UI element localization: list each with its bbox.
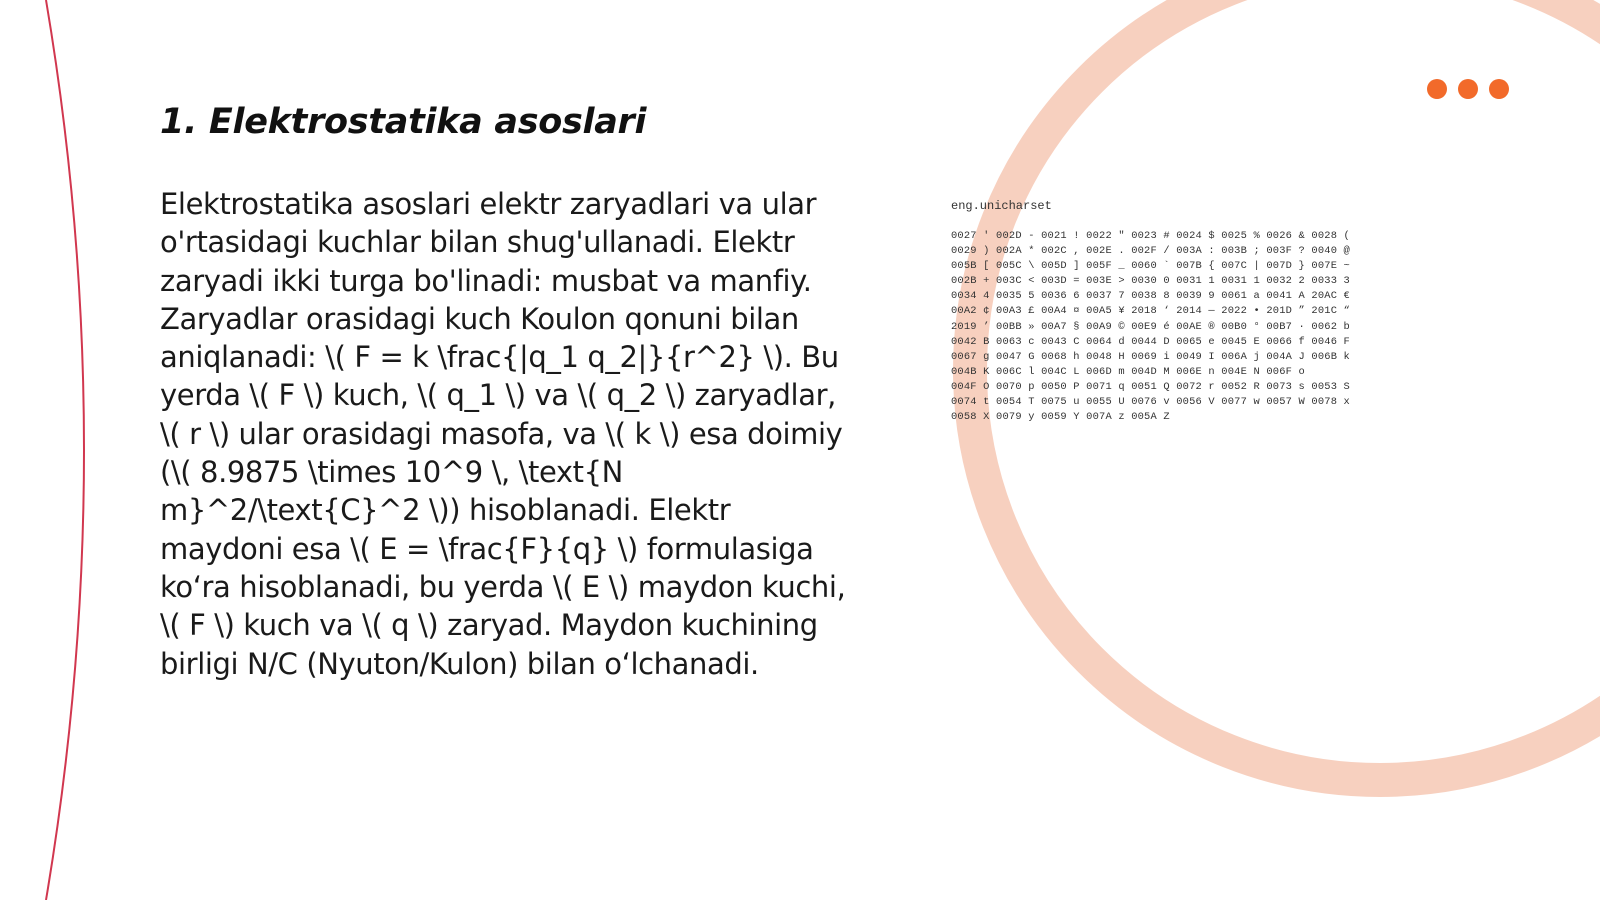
charset-row: 00A2 ¢ 00A3 £ 00A4 ¤ 00A5 ¥ 2018 ‘ 2014 — 2022 • 201D ” 201C “: [951, 305, 1350, 318]
charset-row: 0058 X 0079 y 0059 Y 007A z 005A Z: [951, 411, 1170, 424]
left-curve-line: [46, 0, 84, 900]
slide-title: 1. Elektrostatika asoslari: [160, 102, 647, 142]
charset-row: 004F O 0070 p 0050 P 0071 q 0051 Q 0072 r 0052 R 0073 s 0053 S: [951, 380, 1350, 393]
charset-row: 002B + 003C < 003D = 003E > 0030 0 0031 1 0031 1 0032 2 0033 3: [951, 275, 1350, 288]
charset-row: 0034 4 0035 5 0036 6 0037 7 0038 8 0039 9 0061 a 0041 A 20AC €: [951, 290, 1350, 303]
charset-title: eng.unicharset: [951, 199, 1052, 213]
charset-row: 2019 ’ 00BB » 00A7 § 00A9 © 00E9 é 00AE ® 00B0 ° 00B7 · 0062 b: [951, 320, 1350, 333]
dot: [1489, 79, 1509, 99]
charset-row: 0067 g 0047 G 0068 h 0048 H 0069 i 0049 I 006A j 004A J 006B k: [951, 350, 1350, 363]
charset-row: 0042 B 0063 c 0043 C 0064 d 0044 D 0065 e 0045 E 0066 f 0046 F: [951, 335, 1350, 348]
three-dots-icon: [1427, 79, 1509, 99]
charset-row: 0027 ' 002D - 0021 ! 0022 " 0023 # 0024 $ 0025 % 0026 & 0028 (: [951, 230, 1350, 242]
charset-row: 005B [ 005C \ 005D ] 005F _ 0060 ` 007B { 007C | 007D } 007E ~: [951, 260, 1350, 273]
dot: [1427, 79, 1447, 99]
charset-row: 0074 t 0054 T 0075 u 0055 U 0076 v 0056 V 0077 w 0057 W 0078 x: [951, 396, 1350, 409]
charset-row: 004B K 006C l 004C L 006D m 004D M 006E n 004E N 006F o: [951, 365, 1305, 378]
charset-grid: [951, 229, 1441, 425]
charset-image: [951, 199, 1441, 431]
charset-row: 0029 ) 002A * 002C , 002E . 002F / 003A : 003B ; 003F ? 0040 @: [951, 245, 1350, 258]
dot: [1458, 79, 1478, 99]
slide-body-text: Elektrostatika asoslari elektr zaryadlari va ular o'rtasidagi kuchlar bilan shug'ullanadi. Elektr zaryadi ikki turga bo'linadi: musbat va manfiy. Zaryadlar orasidagi kuch Koulon qonuni bilan aniqlanadi: \( F = k \frac{|q_1 q_2|}{r^2} \). Bu yerda \( F \) kuch, \( q_1 \) va \( q_2 \) zaryadlar, \( r \) ular orasidagi masofa, va \( k \) esa doimiy (\( 8.9875 \times 10^9 \, \text{N m}^2/\text{C}^2 \)) hisoblanadi. Elektr maydoni esa \( E = \frac{F}{q} \) formulasiga ko‘ra hisoblanadi, bu yerda \( E \) maydon kuchi, \( F \) kuch va \( q \) zaryad. Maydon kuchining birligi N/C (Nyuton/Kulon) bilan o‘lchanadi.: [160, 187, 846, 681]
